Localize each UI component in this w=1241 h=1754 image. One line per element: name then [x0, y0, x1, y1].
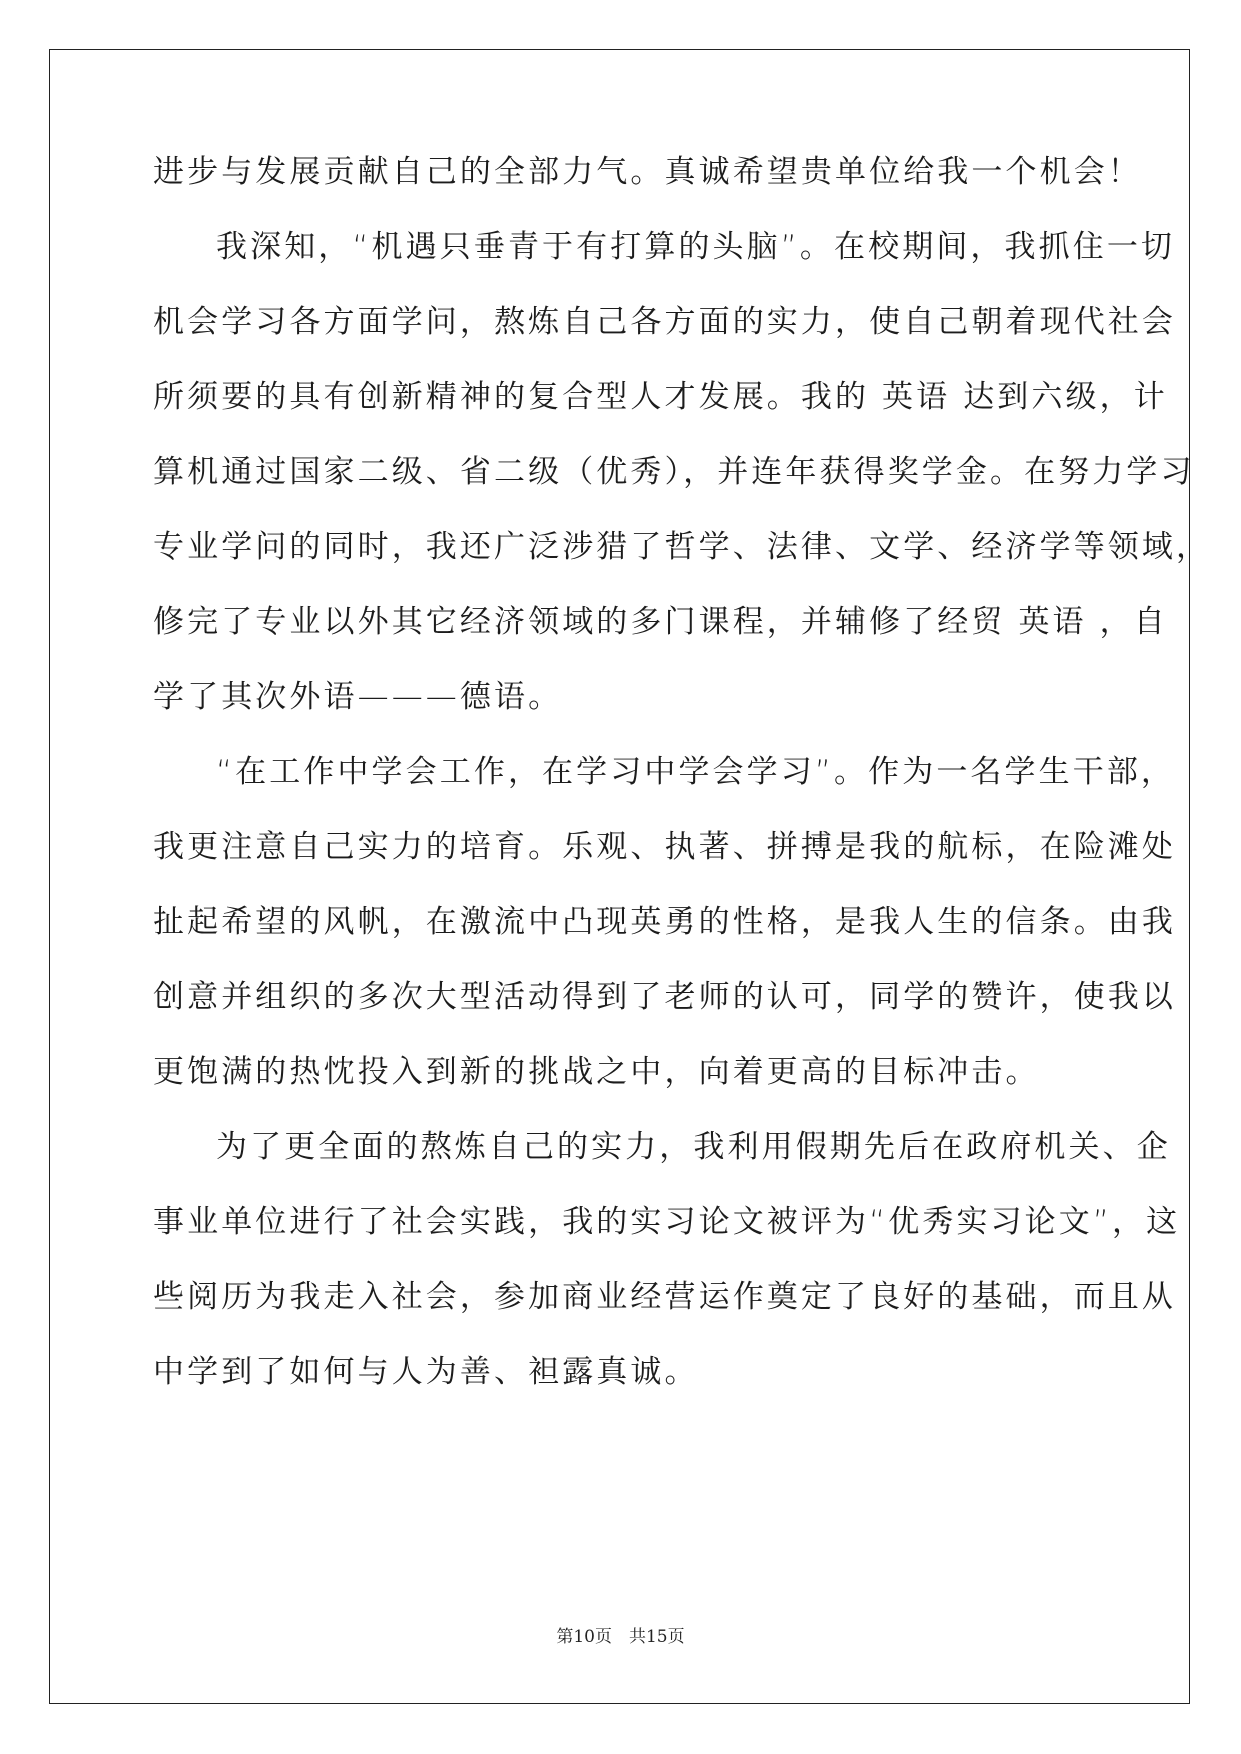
- text-line: 更饱满的热忱投入到新的挑战之中，向着更高的目标冲击。: [153, 1054, 1040, 1090]
- text-line: “在工作中学会工作，在学习中学会学习”。作为一名学生干部，: [216, 754, 1176, 790]
- text-line: 所须要的具有创新精神的复合型人才发展。我的 英语 达到六级，计: [153, 379, 1168, 415]
- text-line: 机会学习各方面学问，熬炼自己各方面的实力，使自己朝着现代社会: [153, 304, 1176, 340]
- text-line: 算机通过国家二级、省二级（优秀），并连年获得奖学金。在努力学习: [153, 454, 1195, 490]
- text-line: 些阅历为我走入社会，参加商业经营运作奠定了良好的基础，而且从: [153, 1279, 1176, 1315]
- text-line: 我更注意自己实力的培育。乐观、执著、拼搏是我的航标，在险滩处: [153, 829, 1176, 865]
- text-line: 进步与发展贡献自己的全部力气。真诚希望贵单位给我一个机会！: [153, 154, 1142, 190]
- text-line: 为了更全面的熬炼自己的实力，我利用假期先后在政府机关、企: [216, 1129, 1171, 1165]
- text-line: 中学到了如何与人为善、袒露真诚。: [153, 1354, 699, 1390]
- page-number: 第10页 共15页: [556, 1627, 685, 1647]
- text-line: 我深知，“机遇只垂青于有打算的头脑”。在校期间，我抓住一切: [216, 229, 1176, 265]
- page-border: [49, 49, 1190, 1704]
- text-line: 扯起希望的风帆，在激流中凸现英勇的性格，是我人生的信条。由我: [153, 904, 1176, 940]
- text-line: 事业单位进行了社会实践，我的实习论文被评为“优秀实习论文”，这: [153, 1204, 1181, 1240]
- text-line: 学了其次外语———德语。: [153, 679, 563, 715]
- text-line: 修完了专业以外其它经济领域的多门课程，并辅修了经贸 英语 ，自: [153, 604, 1168, 640]
- text-line: 创意并组织的多次大型活动得到了老师的认可，同学的赞许，使我以: [153, 979, 1176, 1015]
- text-line: 专业学问的同时，我还广泛涉猎了哲学、法律、文学、经济学等领域，: [153, 529, 1211, 565]
